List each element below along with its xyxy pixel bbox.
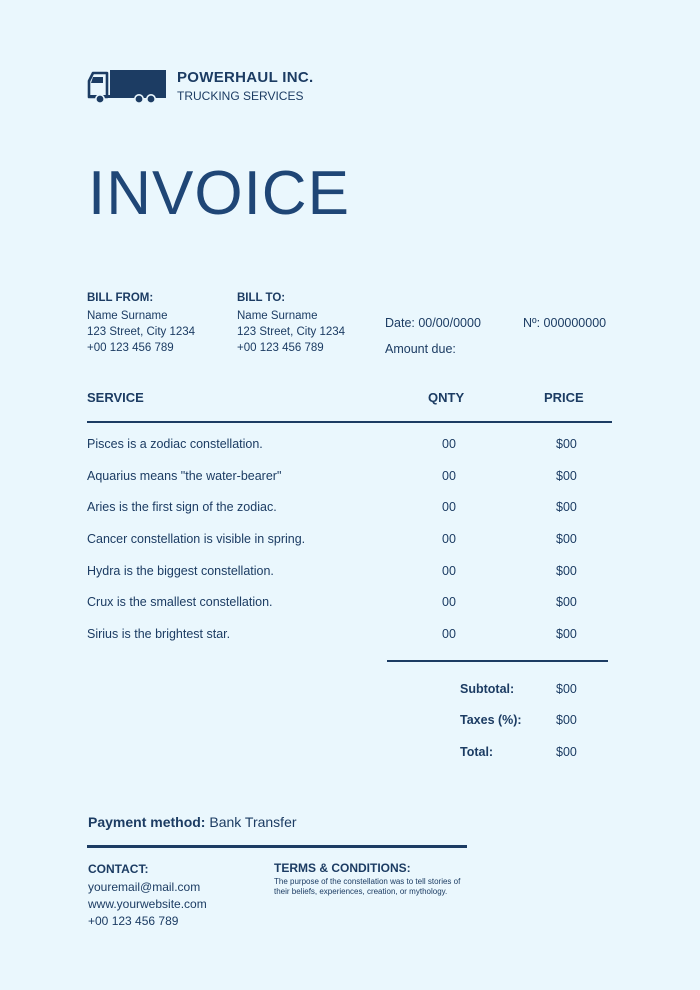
row-qnty: 00 [442,564,456,578]
terms-heading: TERMS & CONDITIONS: [274,861,411,875]
row-price: $00 [556,627,577,641]
contact-website: www.yourwebsite.com [88,897,207,911]
row-qnty: 00 [442,437,456,451]
total-label: Total: [460,745,494,759]
bill-to-heading: BILL TO: [237,292,286,304]
table-row [0,595,700,615]
payment-method-label: Payment method: [88,814,206,830]
total-value: $00 [556,745,577,759]
table-row [0,437,700,457]
invoice-number: Nº: 000000000 [523,316,607,330]
bill-from-heading: BILL FROM: [87,292,154,304]
row-service: Aries is the first sign of the zodiac. [87,500,277,514]
footer-divider [87,845,467,848]
table-row [0,532,700,552]
bill-from-address: 123 Street, City 1234 [87,326,196,338]
bill-from-name: Name Surname [87,310,168,322]
table-row [0,564,700,584]
row-service: Aquarius means "the water-bearer" [87,469,282,483]
bill-to-phone: +00 123 456 789 [237,342,324,354]
table-row [0,627,700,647]
subtotal-value: $00 [556,682,577,696]
subtotal-label: Subtotal: [460,682,515,696]
row-qnty: 00 [442,532,456,546]
contact-phone: +00 123 456 789 [88,914,179,928]
row-price: $00 [556,595,577,609]
totals-divider [387,660,608,662]
page-title: INVOICE [88,159,350,228]
table-row [0,469,700,489]
bill-from-block [87,290,195,356]
price-column-header: PRICE [544,390,584,405]
terms-body: The purpose of the constellation was to tell stories of their beliefs, experiences, creation, or mythology. [274,877,461,896]
payment-method [88,814,297,830]
terms-block [274,861,474,897]
qnty-column-header: QNTY [428,390,465,405]
row-service: Sirius is the brightest star. [87,627,231,641]
company-name: POWERHAUL INC. [177,69,314,86]
contact-email: youremail@mail.com [88,880,201,894]
invoice-date: Date: 00/00/0000 [385,316,481,330]
row-price: $00 [556,564,577,578]
table-row [0,500,700,520]
row-price: $00 [556,500,577,514]
row-qnty: 00 [442,469,456,483]
row-qnty: 00 [442,500,456,514]
taxes-value: $00 [556,713,577,727]
contact-block [88,861,207,930]
row-service: Hydra is the biggest constellation. [87,564,274,578]
row-price: $00 [556,469,577,483]
bill-to-block [237,290,345,356]
contact-heading: CONTACT: [88,862,149,876]
row-service: Pisces is a zodiac constellation. [87,437,263,451]
row-price: $00 [556,437,577,451]
bill-to-name: Name Surname [237,310,318,322]
amount-due-label: Amount due: [385,342,456,356]
payment-method-value: Bank Transfer [209,814,297,830]
service-column-header: SERVICE [87,390,144,405]
row-service: Crux is the smallest constellation. [87,595,273,609]
bill-from-phone: +00 123 456 789 [87,342,174,354]
row-price: $00 [556,532,577,546]
table-header-divider [87,421,612,423]
bill-to-address: 123 Street, City 1234 [237,326,346,338]
company-tagline: TRUCKING SERVICES [177,89,304,103]
row-qnty: 00 [442,627,456,641]
truck-icon [87,68,167,104]
taxes-label: Taxes (%): [460,713,522,727]
row-service: Cancer constellation is visible in spring. [87,532,306,546]
row-qnty: 00 [442,595,456,609]
